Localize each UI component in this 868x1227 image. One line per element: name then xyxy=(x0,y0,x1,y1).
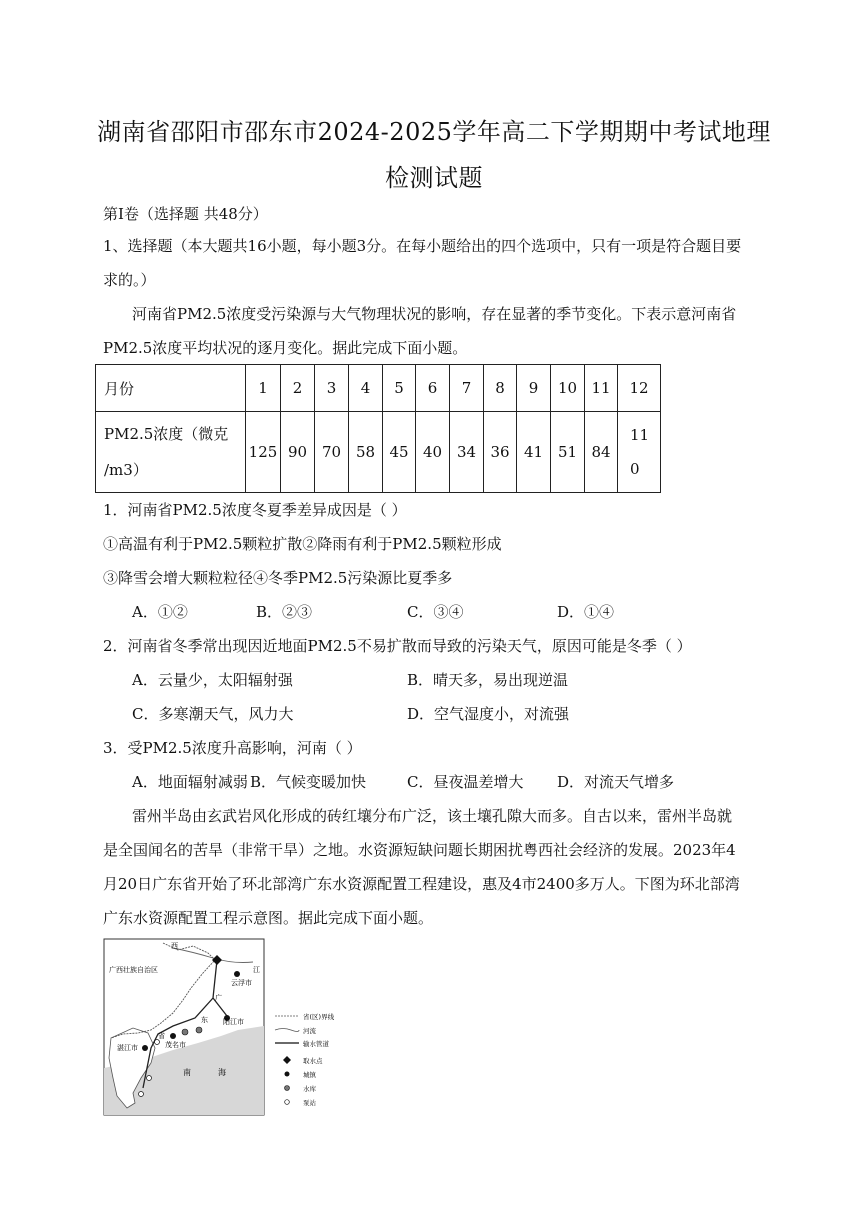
table-row-months xyxy=(96,365,661,412)
table-cell: 6 xyxy=(416,365,450,412)
table-cell: 51 xyxy=(551,412,585,493)
table-cell: 34 xyxy=(450,412,484,493)
pump-station-icon xyxy=(139,1092,144,1097)
table-cell: 2 xyxy=(281,365,315,412)
q3-option-b[interactable]: B．气候变暖加快 xyxy=(250,773,367,791)
last-value-line2: 0 xyxy=(630,460,640,478)
q1-stem: 1．河南省PM2.5浓度冬夏季差异成因是（ ） xyxy=(103,501,407,519)
table-cell: 4 xyxy=(349,365,383,412)
legend-city-icon xyxy=(285,1072,290,1077)
legend-item: 城镇 xyxy=(303,1071,316,1079)
table-cell: 10 xyxy=(551,365,585,412)
table-cell: 45 xyxy=(383,412,416,493)
q1-option-c[interactable]: C．③④ xyxy=(407,603,464,621)
q2-option-a[interactable]: A．云量少，太阳辐射强 xyxy=(132,671,293,689)
table-cell: 7 xyxy=(450,365,484,412)
pump-station-icon xyxy=(147,1076,152,1081)
table-cell: 58 xyxy=(349,412,383,493)
table-cell: 3 xyxy=(315,365,349,412)
table-cell: 84 xyxy=(585,412,618,493)
reservoir-icon xyxy=(182,1029,188,1035)
pump-station-icon xyxy=(155,1040,160,1045)
legend-river-symbol xyxy=(275,1029,299,1032)
q1-option-d[interactable]: D．①④ xyxy=(557,603,615,621)
legend-intake-icon xyxy=(283,1056,291,1064)
reservoir-icon xyxy=(196,1027,202,1033)
map-label-guang: 广 xyxy=(215,994,222,1002)
legend-item: 省(区)界线 xyxy=(303,1013,335,1021)
map-label-dong: 东 xyxy=(201,1016,208,1024)
exam-title-line1: 湖南省邵阳市邵东市2024-2025学年高二下学期期中考试地理 xyxy=(97,118,771,146)
q1-items-line2: ③降雪会增大颗粒粒径④冬季PM2.5污染源比夏季多 xyxy=(103,569,453,587)
passage2-line2: 是全国闻名的苦旱（非常干旱）之地。水资源短缺问题长期困扰粤西社会经济的发展。2023年4 xyxy=(103,841,736,859)
instructions-line1: 1、选择题（本大题共16小题，每小题3分。在每小题给出的四个选项中，只有一项是符合题目要 xyxy=(103,237,742,255)
legend-item: 泵站 xyxy=(303,1099,316,1107)
legend-item: 河流 xyxy=(303,1027,316,1035)
pm25-table xyxy=(95,364,661,493)
pm25-header-line2: /m3） xyxy=(104,461,148,479)
q2-option-c[interactable]: C．多寒潮天气，风力大 xyxy=(132,705,294,723)
map-legend xyxy=(275,1012,335,1107)
q1-items-line1: ①高温有利于PM2.5颗粒扩散②降雨有利于PM2.5颗粒形成 xyxy=(103,535,502,553)
table-header-pm25 xyxy=(96,412,246,493)
city-dot-icon xyxy=(142,1045,148,1051)
table-header-month: 月份 xyxy=(96,365,246,412)
table-cell: 8 xyxy=(484,365,517,412)
table-cell: 9 xyxy=(517,365,551,412)
q1-option-a[interactable]: A．①② xyxy=(132,603,188,621)
q3-option-d[interactable]: D．对流天气增多 xyxy=(557,773,675,791)
table-cell: 12 xyxy=(618,365,661,412)
city-dot-icon xyxy=(234,971,240,977)
map-label-guangxi: 广西壮族自治区 xyxy=(109,966,158,974)
map-label-jiang: 江 xyxy=(253,966,260,974)
table-cell: 11 xyxy=(585,365,618,412)
table-row-values xyxy=(96,412,661,493)
city-dot-icon xyxy=(170,1033,176,1039)
map-label-nan: 南 xyxy=(183,1068,191,1077)
q2-option-d[interactable]: D．空气湿度小，对流强 xyxy=(407,705,570,723)
q2-stem: 2．河南省冬季常出现因近地面PM2.5不易扩散而导致的污染天气，原因可能是冬季（ ） xyxy=(103,637,692,655)
map-label-yangjiang: 阳江市 xyxy=(223,1018,244,1026)
last-value-line1: 11 xyxy=(630,426,650,444)
pm25-header-line1: PM2.5浓度（微克 xyxy=(104,425,229,443)
table-cell-last xyxy=(618,412,661,493)
legend-reservoir-icon xyxy=(285,1086,290,1091)
exam-title-line2: 检测试题 xyxy=(385,164,483,192)
table-cell: 5 xyxy=(383,365,416,412)
section-heading: 第I卷（选择题 共48分） xyxy=(103,205,268,223)
q3-stem: 3．受PM2.5浓度升高影响，河南（ ） xyxy=(103,739,362,757)
map-label-hai: 海 xyxy=(218,1068,226,1077)
q3-option-a[interactable]: A．地面辐射减弱 xyxy=(132,773,248,791)
passage2-line1: 雷州半岛由玄武岩风化形成的砖红壤分布广泛，该土壤孔隙大而多。自古以来，雷州半岛就 xyxy=(132,807,733,825)
table-cell: 1 xyxy=(246,365,281,412)
map-label-xi: 西 xyxy=(171,942,178,950)
map-label-yunfu: 云浮市 xyxy=(231,979,252,987)
passage1-line1: 河南省PM2.5浓度受污染源与大气物理状况的影响，存在显著的季节变化。下表示意河南省 xyxy=(132,305,737,323)
table-cell: 36 xyxy=(484,412,517,493)
legend-pump-icon xyxy=(285,1100,290,1105)
instructions-line2: 求的。） xyxy=(103,271,156,289)
passage2-line3: 月20日广东省开始了环北部湾广东水资源配置工程建设，惠及4市2400多万人。下图为环北部湾 xyxy=(103,875,740,893)
legend-item: 水库 xyxy=(303,1085,316,1093)
q3-option-c[interactable]: C．昼夜温差增大 xyxy=(407,773,524,791)
passage2-line4: 广东水资源配置工程示意图。据此完成下面小题。 xyxy=(103,909,434,927)
map-label-sheng: 省 xyxy=(158,1032,165,1040)
table-cell: 41 xyxy=(517,412,551,493)
legend-item: 取水点 xyxy=(303,1057,323,1065)
table-cell: 90 xyxy=(281,412,315,493)
map-label-zhanjiang: 湛江市 xyxy=(117,1044,138,1052)
table-cell: 125 xyxy=(246,412,281,493)
legend-item: 输水管道 xyxy=(303,1040,329,1048)
map-label-maoming: 茂名市 xyxy=(165,1041,186,1049)
water-project-map xyxy=(103,938,353,1118)
q2-option-b[interactable]: B．晴天多，易出现逆温 xyxy=(407,671,569,689)
table-cell: 70 xyxy=(315,412,349,493)
passage1-line2: PM2.5浓度平均状况的逐月变化。据此完成下面小题。 xyxy=(103,339,468,357)
table-cell: 40 xyxy=(416,412,450,493)
q1-option-b[interactable]: B．②③ xyxy=(256,603,313,621)
